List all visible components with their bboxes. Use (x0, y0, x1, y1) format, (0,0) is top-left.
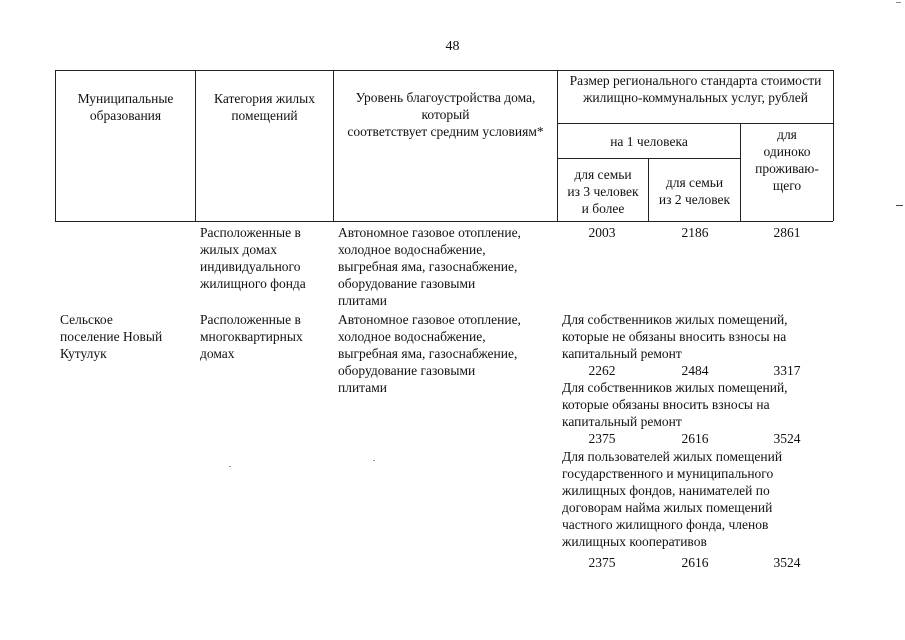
group1-value-single: 3317 (773, 363, 801, 378)
group1-value-family2: 2484 (681, 363, 709, 378)
group2-value-single: 3524 (773, 431, 801, 446)
header-single: для одиноко проживаю- щего (755, 127, 819, 193)
standard-divider (557, 123, 833, 124)
group3-value-single: 3524 (773, 555, 801, 570)
header-municipal: Муниципальные образования (77, 91, 174, 123)
header-bottom-border (55, 221, 833, 222)
table-top-border (55, 70, 833, 71)
row2-municipal: Сельское поселение Новый Кутулук (60, 312, 163, 361)
page-number: 48 (445, 39, 460, 54)
header-per-person: на 1 человека (610, 134, 688, 149)
col-border-6 (833, 70, 834, 221)
row1-level: Автономное газовое отопление, холодное водоснабжение, выгребная яма, газоснабжение, оборудование газовыми плитами (338, 225, 521, 308)
group3-value-family3: 2375 (588, 555, 616, 570)
group3-value-family2: 2616 (681, 555, 709, 570)
header-family2: для семьи из 2 человек (658, 175, 731, 207)
group3-note: Для пользователей жилых помещений государственного и муниципального жилищных фондов, нанимателей по договорам найма жилых помещений частного жилищного фонда, членов жилищных кооперативов (562, 449, 783, 549)
group2-value-family3: 2375 (588, 431, 616, 446)
row1-category: Расположенные в жилых домах индивидуального жилищного фонда (200, 225, 306, 291)
scan-artifact (896, 205, 903, 206)
header-family3: для семьи из 3 человек и более (567, 167, 639, 216)
group2-note: Для собственников жилых помещений, которые обязаны вносить взносы на капитальный ремонт (562, 380, 788, 429)
group1-note: Для собственников жилых помещений, которые не обязаны вносить взносы на капитальный ремонт (562, 312, 788, 361)
row1-value-family2: 2186 (681, 225, 709, 240)
header-level: Уровень благоустройства дома, который соответствует средним условиям* (347, 90, 544, 139)
row2-level: Автономное газовое отопление, холодное водоснабжение, выгребная яма, газоснабжение, оборудование газовыми плитами (338, 312, 521, 395)
group2-value-family2: 2616 (681, 431, 709, 446)
scan-artifact (373, 460, 375, 461)
header-standard: Размер регионального стандарта стоимости жилищно-коммунальных услуг, рублей (569, 73, 822, 105)
scan-artifact (229, 466, 231, 467)
row1-value-single: 2861 (773, 225, 801, 240)
row1-value-family3: 2003 (588, 225, 616, 240)
row2-category: Расположенные в многоквартирных домах (200, 312, 303, 361)
col-border-2 (333, 70, 334, 221)
scan-artifact (896, 2, 901, 3)
group1-value-family3: 2262 (588, 363, 616, 378)
header-category: Категория жилых помещений (214, 91, 315, 123)
